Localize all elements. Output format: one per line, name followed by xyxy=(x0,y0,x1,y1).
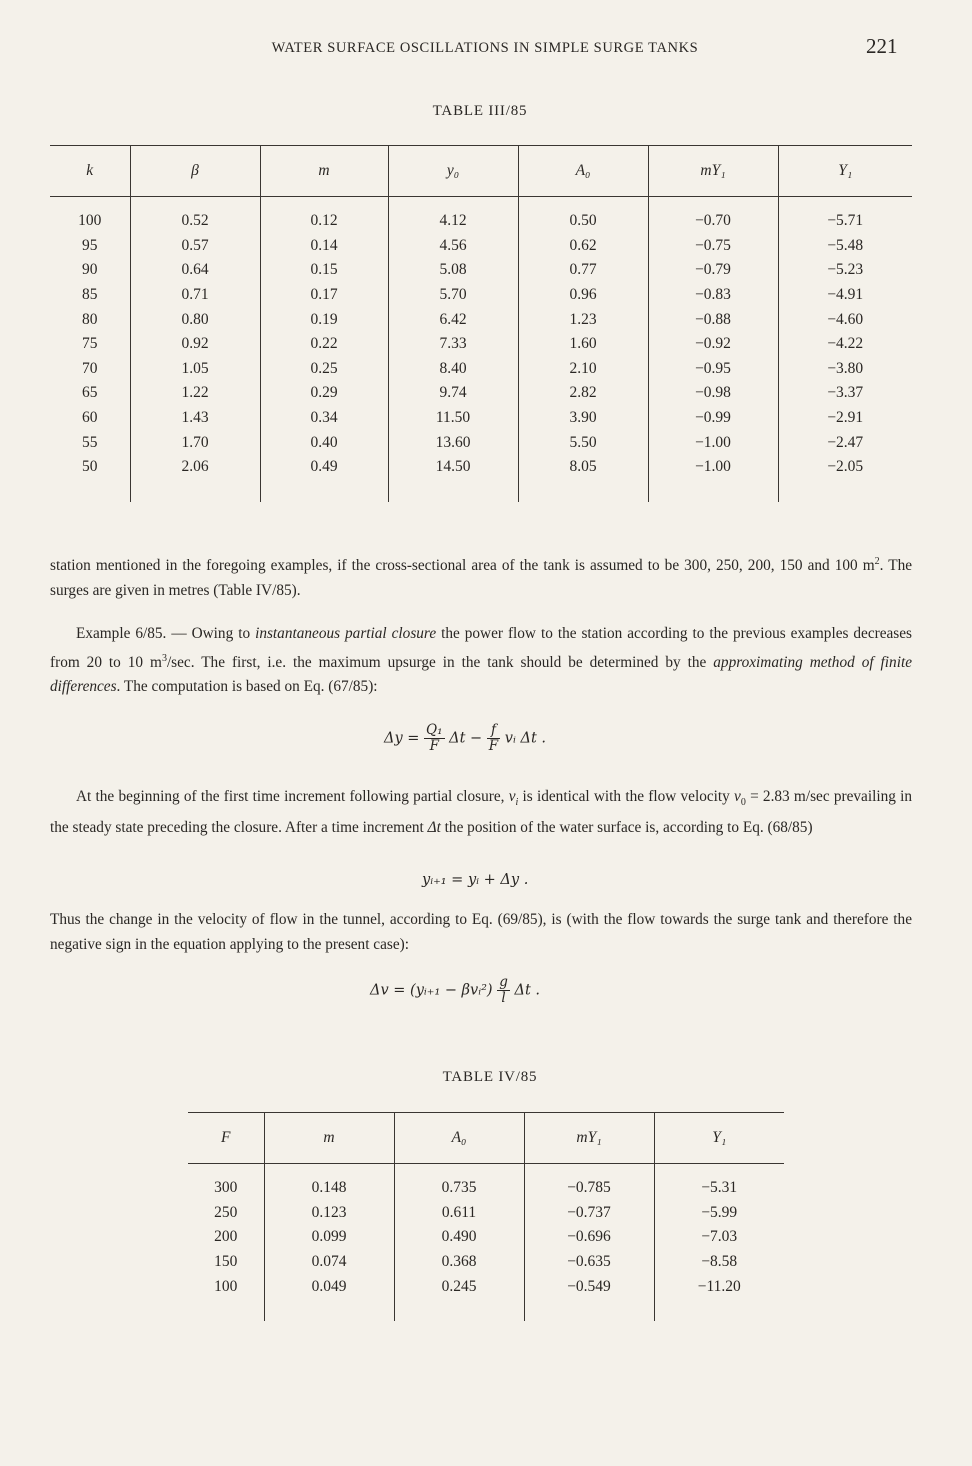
table-cell: 55 xyxy=(82,433,98,451)
col-header-beta: β xyxy=(130,146,260,197)
table-row xyxy=(50,307,912,332)
equation-1 xyxy=(384,723,546,754)
table-cell: 85 xyxy=(82,286,98,304)
spacer-cell xyxy=(648,480,778,502)
table-cell: 0.40 xyxy=(260,430,388,455)
para2-text-b: the power flow to the station according to the previous examples decreases from 20 to 10 m xyxy=(50,625,913,671)
table-cell: −0.70 xyxy=(648,209,778,234)
spacer-cell xyxy=(518,480,648,502)
para3-v0-subscript: 0 xyxy=(740,797,746,809)
table-row xyxy=(50,357,912,382)
table-row xyxy=(188,1274,784,1299)
col-header-a0: A₀ xyxy=(518,146,648,197)
table-cell: 1.22 xyxy=(130,381,260,406)
table-cell: 0.19 xyxy=(260,307,388,332)
table-cell: 1.60 xyxy=(518,332,648,357)
table-cell: −0.696 xyxy=(524,1225,654,1250)
table-cell: −0.92 xyxy=(648,332,778,357)
eq3-numerator: g xyxy=(499,974,508,990)
table-row xyxy=(50,455,912,480)
table-cell: 95 xyxy=(82,236,98,254)
eq1-denominator-2: F xyxy=(488,738,499,754)
col-header-y1: Y₁ xyxy=(778,146,912,197)
spacer-cell xyxy=(524,1164,654,1177)
eq1-fraction-1 xyxy=(424,723,444,754)
spacer-cell xyxy=(50,480,130,502)
table-cell: 11.50 xyxy=(388,406,518,431)
table-cell: 0.50 xyxy=(518,209,648,234)
table-cell: 3.90 xyxy=(518,406,648,431)
col-header-y1: Y₁ xyxy=(654,1113,784,1164)
table-cell: 14.50 xyxy=(388,455,518,480)
table-cell: 0.148 xyxy=(264,1176,394,1201)
para1-superscript: 2 xyxy=(874,556,880,567)
table-cell: −0.737 xyxy=(524,1201,654,1226)
table-cell: 0.34 xyxy=(260,406,388,431)
table-cell: 100 xyxy=(214,1277,238,1295)
table-cell: 1.43 xyxy=(130,406,260,431)
table-cell: −1.00 xyxy=(648,455,778,480)
table-cell: −0.88 xyxy=(648,307,778,332)
table-cell: 0.490 xyxy=(394,1225,524,1250)
table-cell: 90 xyxy=(82,261,98,279)
table-cell: −5.71 xyxy=(778,209,912,234)
table-row xyxy=(50,283,912,308)
table-cell: 150 xyxy=(214,1253,238,1271)
table-cell: 5.50 xyxy=(518,430,648,455)
table-cell: 60 xyxy=(82,409,98,427)
table-row xyxy=(50,209,912,234)
table-cell: 75 xyxy=(82,335,98,353)
table-cell: −0.635 xyxy=(524,1250,654,1275)
col-header-a0: A₀ xyxy=(394,1113,524,1164)
para1-text-a: station mentioned in the foregoing examples, if the cross-sectional area of the tank is assumed to be 300, 250, 200, 150 and 100 m xyxy=(50,557,875,575)
table-4-body xyxy=(188,1164,784,1321)
table-cell: 2.10 xyxy=(518,357,648,382)
table-cell: 200 xyxy=(214,1228,238,1246)
spacer-cell xyxy=(260,197,388,210)
table-cell: −0.75 xyxy=(648,234,778,259)
para1-text-b: . The surges are given in metres (Table IV/85). xyxy=(50,557,913,599)
table-cell: 0.17 xyxy=(260,283,388,308)
table-row xyxy=(188,1201,784,1226)
table-cell: 0.245 xyxy=(394,1274,524,1299)
table-cell: 1.70 xyxy=(130,430,260,455)
table-cell: −7.03 xyxy=(654,1225,784,1250)
col-header-my1: mY₁ xyxy=(524,1113,654,1164)
table-cell: 13.60 xyxy=(388,430,518,455)
bottom-row xyxy=(50,480,912,502)
table-row xyxy=(188,1176,784,1201)
para3-text-b: is identical with the flow velocity xyxy=(518,788,735,805)
table-cell: 70 xyxy=(82,359,98,377)
table-row xyxy=(50,381,912,406)
para3-vi-subscript: i xyxy=(515,797,519,809)
col-header-k: k xyxy=(50,146,130,197)
table-cell: −2.47 xyxy=(778,430,912,455)
table-cell: 0.049 xyxy=(264,1274,394,1299)
para2-superscript: 3 xyxy=(161,652,167,664)
table-row xyxy=(188,1225,784,1250)
eq1-lhs: Δy = xyxy=(384,730,420,747)
table-cell: 8.40 xyxy=(388,357,518,382)
spacer-row xyxy=(50,197,912,210)
spacer-row xyxy=(188,1164,784,1177)
table-cell: 80 xyxy=(82,310,98,328)
para2-text-a: Example 6/85. — Owing to xyxy=(76,625,256,642)
table-cell: 0.123 xyxy=(264,1201,394,1226)
table-cell: 0.099 xyxy=(264,1225,394,1250)
table-cell: 65 xyxy=(82,384,98,402)
spacer-cell xyxy=(654,1299,784,1321)
table-cell: −2.05 xyxy=(778,455,912,480)
table-row xyxy=(50,406,912,431)
table-cell: −8.58 xyxy=(654,1250,784,1275)
table-cell: 0.71 xyxy=(130,283,260,308)
table-cell: 0.611 xyxy=(394,1201,524,1226)
spacer-cell xyxy=(264,1164,394,1177)
spacer-cell xyxy=(394,1299,524,1321)
table-cell: 0.80 xyxy=(130,307,260,332)
spacer-cell xyxy=(260,480,388,502)
spacer-cell xyxy=(394,1164,524,1177)
para3-text-d: the position of the water surface is, according to Eq. (68/85) xyxy=(440,818,813,836)
table-cell: 1.05 xyxy=(130,357,260,382)
table-cell: −5.31 xyxy=(654,1176,784,1201)
table-cell: 0.49 xyxy=(260,455,388,480)
table-cell: 0.52 xyxy=(130,209,260,234)
table-cell: −0.83 xyxy=(648,283,778,308)
table-cell: 50 xyxy=(82,458,98,476)
table-cell: 0.62 xyxy=(518,234,648,259)
spacer-cell xyxy=(130,197,260,210)
para2-text-c: /sec. The first, i.e. the maximum upsurge in the tank should be determined by the xyxy=(166,653,714,671)
para2-italic-1: instantaneous partial closure xyxy=(255,625,437,642)
col-header-f: F xyxy=(188,1113,264,1164)
table-cell: 0.29 xyxy=(260,381,388,406)
spacer-cell xyxy=(524,1299,654,1321)
paragraph-2 xyxy=(50,622,912,700)
eq1-denominator-1: F xyxy=(429,738,439,754)
table-cell: 300 xyxy=(214,1179,238,1197)
paragraph-3 xyxy=(50,785,912,840)
eq1-middle: Δt − xyxy=(449,730,483,747)
eq1-tail: vᵢ Δt . xyxy=(504,730,547,747)
table-row xyxy=(50,430,912,455)
table-cell: 0.96 xyxy=(518,283,648,308)
spacer-cell xyxy=(264,1299,394,1321)
table-cell: 0.22 xyxy=(260,332,388,357)
table-cell: −0.79 xyxy=(648,258,778,283)
spacer-cell xyxy=(188,1164,264,1177)
table-3-caption: TABLE III/85 xyxy=(432,103,528,119)
col-header-y0: y₀ xyxy=(388,146,518,197)
table-cell: 0.368 xyxy=(394,1250,524,1275)
spacer-cell xyxy=(188,1299,264,1321)
table-cell: 0.57 xyxy=(130,234,260,259)
table-cell: 0.77 xyxy=(518,258,648,283)
spacer-cell xyxy=(778,480,912,502)
table-cell: 100 xyxy=(78,212,102,230)
table-cell: 8.05 xyxy=(518,455,648,480)
table-cell: 0.15 xyxy=(260,258,388,283)
col-header-my1: mY₁ xyxy=(648,146,778,197)
table-4-caption: TABLE IV/85 xyxy=(442,1069,538,1085)
table-cell: −5.99 xyxy=(654,1201,784,1226)
para4-text: Thus the change in the velocity of flow in the tunnel, according to Eq. (69/85), is (with the flow towards the surge tank and therefore the negative sign in the equation applying to the present case): xyxy=(50,911,912,953)
table-cell: 0.92 xyxy=(130,332,260,357)
spacer-cell xyxy=(778,197,912,210)
spacer-cell xyxy=(518,197,648,210)
table-cell: −3.37 xyxy=(778,381,912,406)
table-cell: −11.20 xyxy=(654,1274,784,1299)
table-3-header-row xyxy=(50,146,912,197)
table-4 xyxy=(188,1112,784,1321)
table-cell: −5.48 xyxy=(778,234,912,259)
table-3 xyxy=(50,145,912,502)
paragraph-1 xyxy=(50,550,912,603)
equation-2: yᵢ₊₁ = yᵢ + Δy . xyxy=(422,872,529,888)
bottom-row xyxy=(188,1299,784,1321)
para2-italic-2: approximating method of finite differences xyxy=(50,653,912,696)
table-cell: 1.23 xyxy=(518,307,648,332)
para3-text-c: = 2.83 m/sec prevailing in the steady state preceding the closure. After a time increment xyxy=(50,788,912,836)
para3-vi: v xyxy=(508,788,516,805)
table-row xyxy=(50,258,912,283)
page-number: 221 xyxy=(866,34,898,58)
table-3-body xyxy=(50,197,912,502)
eq3-denominator: l xyxy=(501,990,506,1006)
table-cell: −3.80 xyxy=(778,357,912,382)
eq3-tail: Δt . xyxy=(514,982,540,999)
spacer-cell xyxy=(50,197,130,210)
table-cell: 0.14 xyxy=(260,234,388,259)
eq1-numerator-1: Q₁ xyxy=(426,722,443,738)
col-header-m: m xyxy=(264,1113,394,1164)
table-cell: 4.56 xyxy=(388,234,518,259)
table-cell: 0.25 xyxy=(260,357,388,382)
table-cell: −0.785 xyxy=(524,1176,654,1201)
table-row xyxy=(50,234,912,259)
table-cell: −0.98 xyxy=(648,381,778,406)
table-cell: −0.99 xyxy=(648,406,778,431)
table-cell: 4.12 xyxy=(388,209,518,234)
table-cell: 5.08 xyxy=(388,258,518,283)
table-cell: −1.00 xyxy=(648,430,778,455)
table-4-header-row xyxy=(188,1113,784,1164)
table-cell: 0.12 xyxy=(260,209,388,234)
table-cell: −5.23 xyxy=(778,258,912,283)
table-cell: 5.70 xyxy=(388,283,518,308)
table-cell: −4.91 xyxy=(778,283,912,308)
table-cell: −0.95 xyxy=(648,357,778,382)
running-title: WATER SURFACE OSCILLATIONS IN SIMPLE SURGE TANKS xyxy=(271,40,699,56)
table-row xyxy=(188,1250,784,1275)
table-cell: −4.22 xyxy=(778,332,912,357)
paragraph-4 xyxy=(50,908,912,957)
table-cell: −0.549 xyxy=(524,1274,654,1299)
para3-v0: v xyxy=(734,788,741,805)
spacer-cell xyxy=(654,1164,784,1177)
eq1-fraction-2 xyxy=(487,723,500,754)
table-cell: −4.60 xyxy=(778,307,912,332)
table-row xyxy=(50,332,912,357)
eq3-lhs: Δv = (yᵢ₊₁ − βvᵢ²) xyxy=(370,982,493,999)
spacer-cell xyxy=(648,197,778,210)
equation-3 xyxy=(370,975,540,1006)
para2-text-d: . The computation is based on Eq. (67/85): xyxy=(116,678,378,696)
para3-delta-t: Δt xyxy=(427,818,441,836)
table-cell: 2.82 xyxy=(518,381,648,406)
table-cell: 0.64 xyxy=(130,258,260,283)
spacer-cell xyxy=(388,197,518,210)
table-cell: 0.074 xyxy=(264,1250,394,1275)
table-cell: 7.33 xyxy=(388,332,518,357)
table-cell: 250 xyxy=(214,1203,238,1221)
table-cell: 6.42 xyxy=(388,307,518,332)
col-header-m: m xyxy=(260,146,388,197)
table-cell: 2.06 xyxy=(130,455,260,480)
spacer-cell xyxy=(388,480,518,502)
eq3-fraction xyxy=(497,975,510,1006)
table-cell: −2.91 xyxy=(778,406,912,431)
para3-text-a: At the beginning of the first time increment following partial closure, xyxy=(76,788,509,805)
spacer-cell xyxy=(130,480,260,502)
table-cell: 9.74 xyxy=(388,381,518,406)
table-cell: 0.735 xyxy=(394,1176,524,1201)
eq1-numerator-2: f xyxy=(487,723,500,739)
